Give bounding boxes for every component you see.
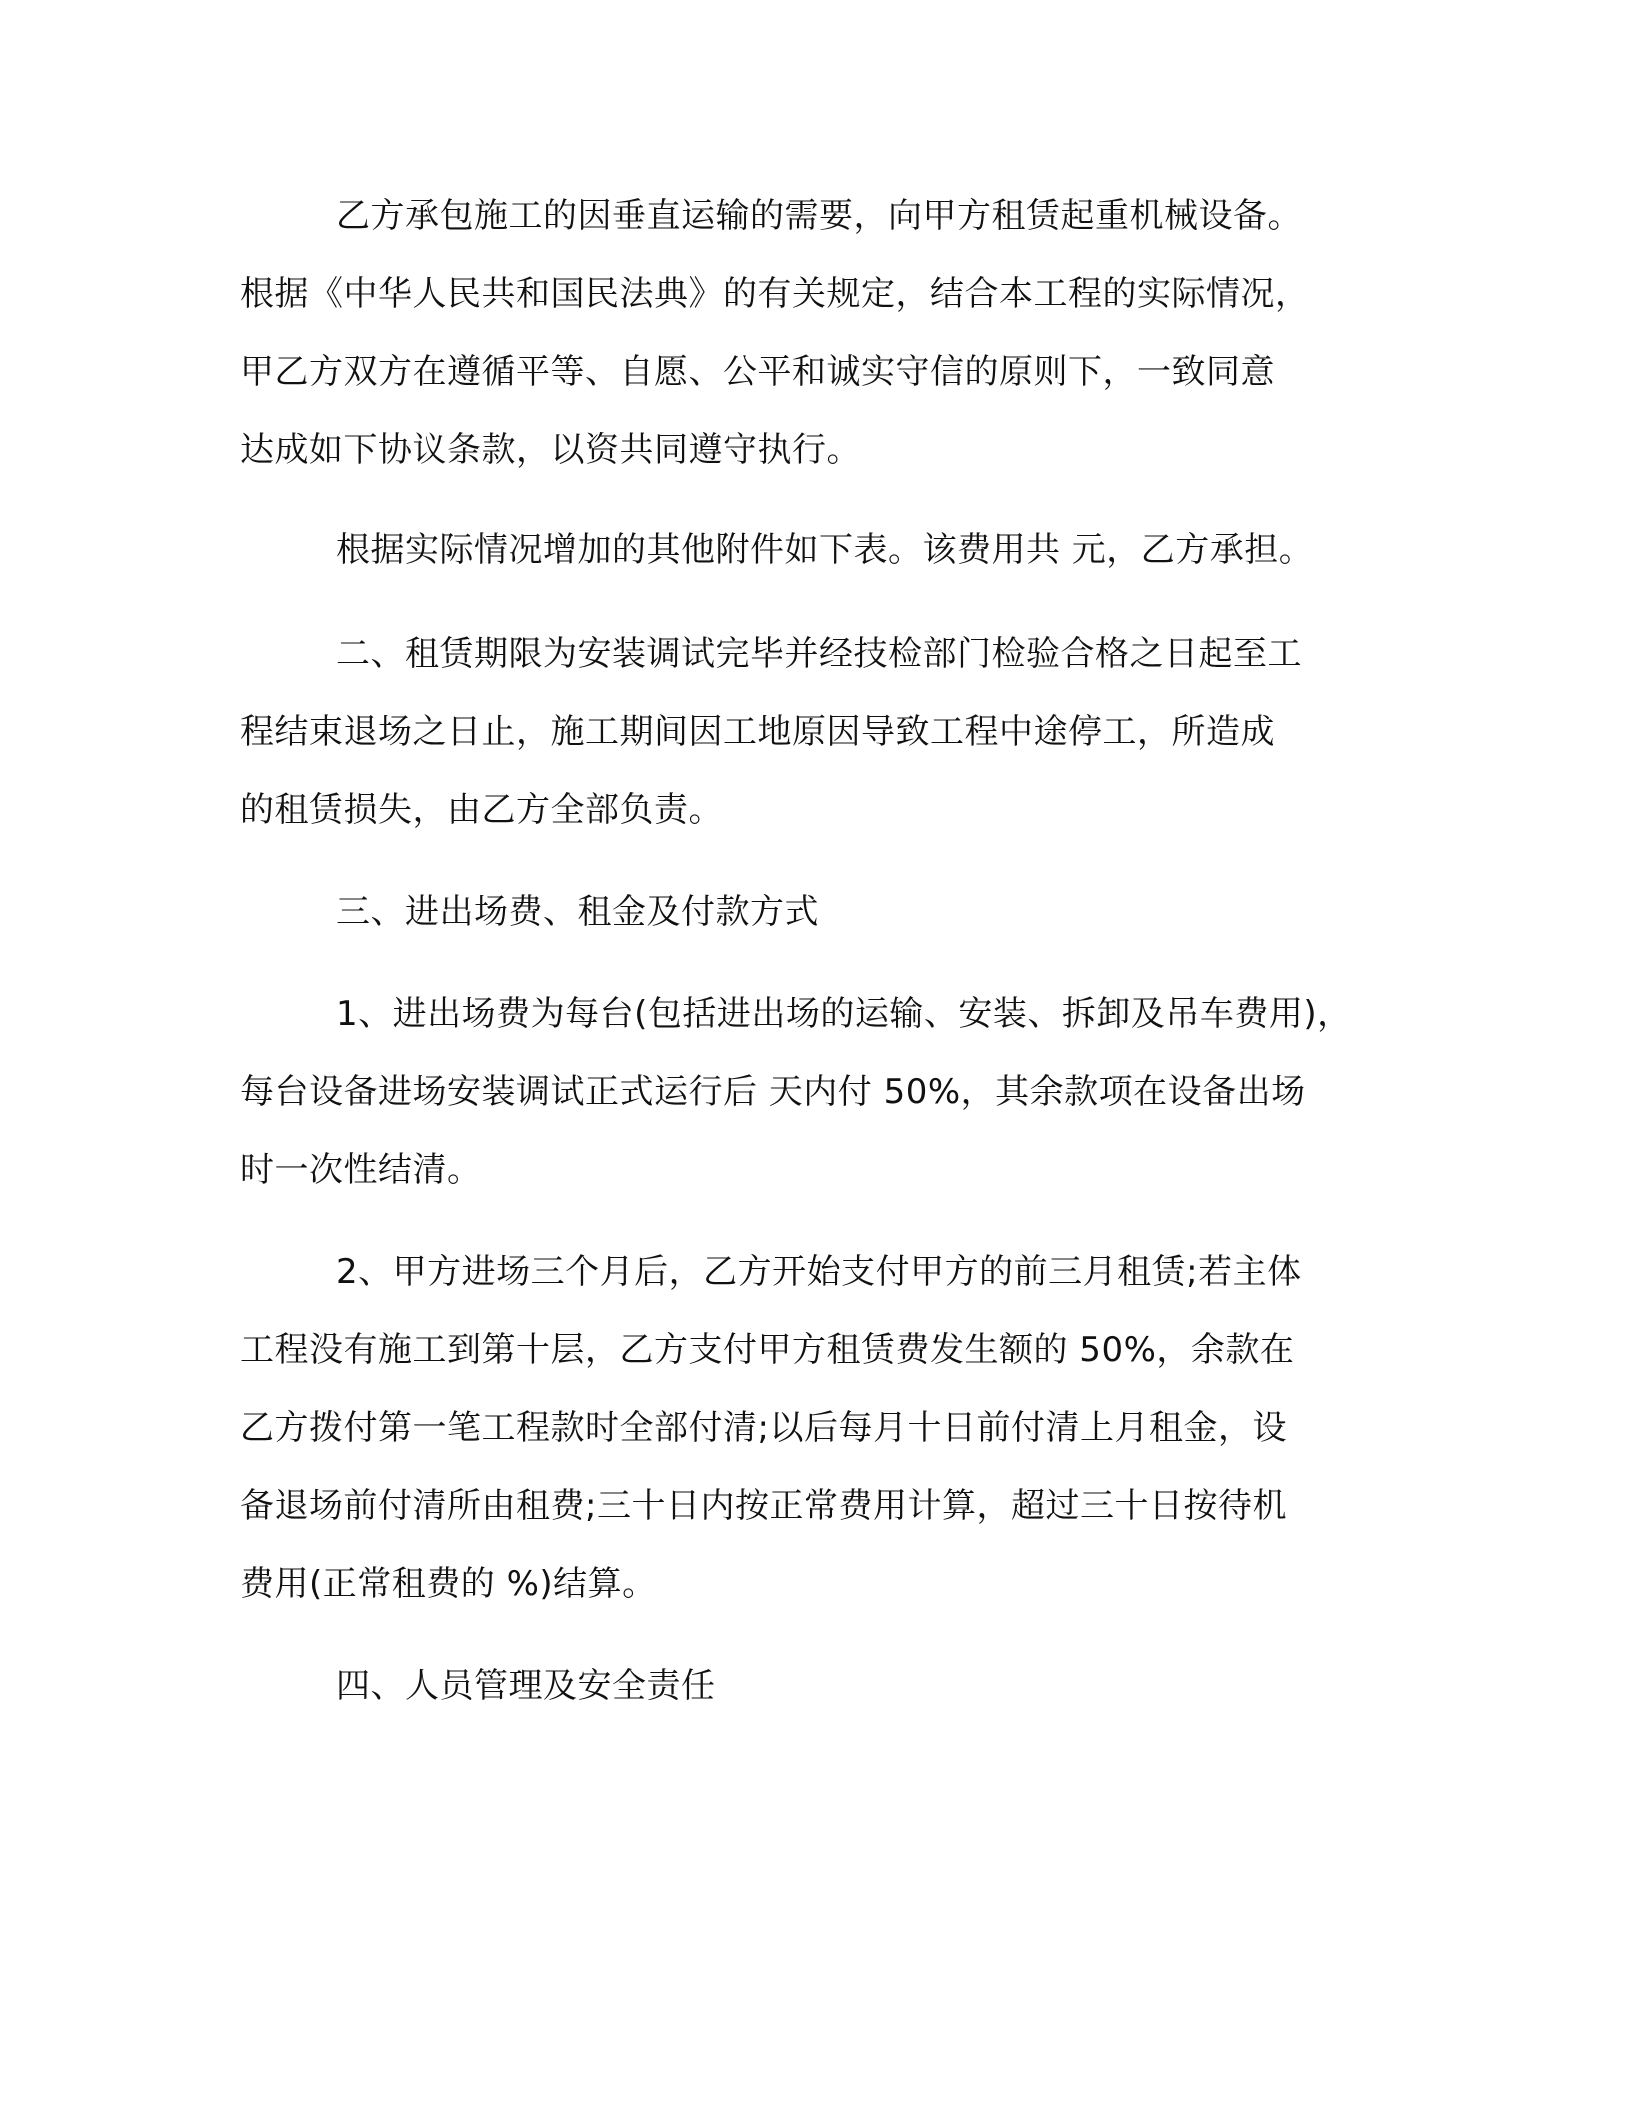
paragraph-1-line-3: 甲乙方双方在遵循平等、自愿、公平和诚实守信的原则下，一致同意	[240, 352, 1275, 392]
paragraph-3-line-1: 二、租赁期限为安装调试完毕并经技检部门检验合格之日起至工	[336, 634, 1302, 674]
paragraph-6-line-1: 2、甲方进场三个月后，乙方开始支付甲方的前三月租赁;若主体	[336, 1252, 1302, 1292]
section-heading-3: 三、进出场费、租金及付款方式	[336, 892, 819, 932]
paragraph-1-line-2: 根据《中华人民共和国民法典》的有关规定，结合本工程的实际情况，	[240, 274, 1310, 314]
paragraph-6-line-4: 备退场前付清所由租费;三十日内按正常费用计算，超过三十日按待机	[240, 1486, 1287, 1526]
paragraph-6-line-2: 工程没有施工到第十层，乙方支付甲方租赁费发生额的 50%，余款在	[240, 1330, 1295, 1370]
paragraph-6-line-3: 乙方拨付第一笔工程款时全部付清;以后每月十日前付清上月租金，设	[240, 1408, 1287, 1448]
paragraph-2-line-1: 根据实际情况增加的其他附件如下表。该费用共 元，乙方承担。	[336, 530, 1314, 570]
paragraph-3-line-2: 程结束退场之日止，施工期间因工地原因导致工程中途停工，所造成	[240, 712, 1275, 752]
section-heading-4: 四、人员管理及安全责任	[336, 1666, 716, 1706]
paragraph-6-line-5: 费用(正常租费的 %)结算。	[240, 1564, 657, 1604]
paragraph-1-line-4: 达成如下协议条款，以资共同遵守执行。	[240, 430, 861, 470]
paragraph-1-line-1: 乙方承包施工的因垂直运输的需要，向甲方租赁起重机械设备。	[336, 196, 1302, 236]
paragraph-5-line-1: 1、进出场费为每台(包括进出场的运输、安装、拆卸及吊车费用)，	[336, 994, 1352, 1034]
paragraph-5-line-3: 时一次性结清。	[240, 1150, 482, 1190]
paragraph-3-line-3: 的租赁损失，由乙方全部负责。	[240, 790, 723, 830]
paragraph-5-line-2: 每台设备进场安装调试正式运行后 天内付 50%，其余款项在设备出场	[240, 1072, 1306, 1112]
